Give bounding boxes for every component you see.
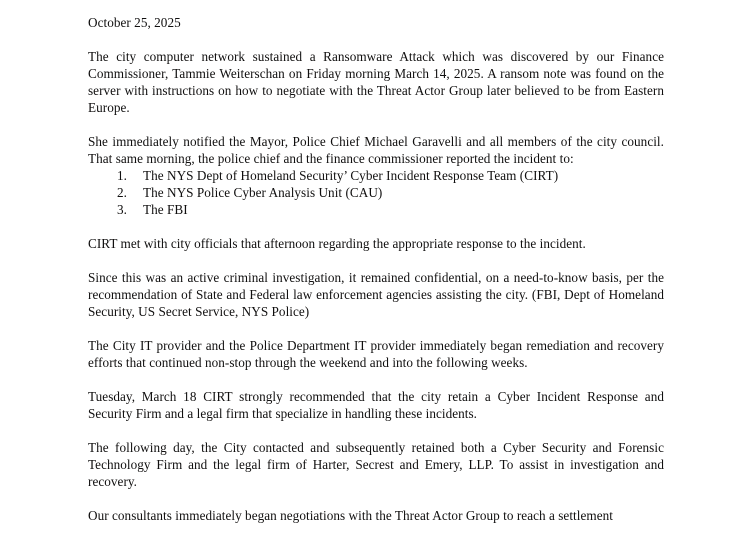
list-item: The NYS Police Cyber Analysis Unit (CAU) <box>143 185 383 200</box>
list-item: The FBI <box>143 202 188 217</box>
paragraph-incident-discovery: The city computer network sustained a Ransomware Attack which was discovered by our Finance Commissioner, Tammie Weiterschan on Friday morning March 14, 2025. A ransom note was found on the server with instructions on how to negotiate with the Threat Actor Group later believed to be from Eastern Europe. <box>88 49 664 115</box>
paragraph-remediation: The City IT provider and the Police Department IT provider immediately began remediation and recovery efforts that continued non-stop through the weekend and into the following weeks. <box>88 338 664 370</box>
paragraph-notification: She immediately notified the Mayor, Police Chief Michael Garavelli and all members of the city council. That same morning, the police chief and the finance commissioner reported the incident to: <box>88 134 664 166</box>
paragraph-retention: The following day, the City contacted and subsequently retained both a Cyber Security and Forensic Technology Firm and the legal firm of Harter, Secrest and Emery, LLP. To assist in investigation and recovery. <box>88 440 664 489</box>
agency-list <box>88 167 664 218</box>
document-body <box>88 14 664 524</box>
list-item: The NYS Dept of Homeland Security’ Cyber Incident Response Team (CIRT) <box>143 168 559 183</box>
paragraph-recommendation: Tuesday, March 18 CIRT strongly recommended that the city retain a Cyber Incident Response and Security Firm and a legal firm that specialize in handling these incidents. <box>88 389 664 421</box>
paragraph-negotiations-clipped: Our consultants immediately began negotiations with the Threat Actor Group to reach a settlement <box>88 508 613 523</box>
paragraph-cirt-meeting: CIRT met with city officials that afternoon regarding the appropriate response to the incident. <box>88 236 586 251</box>
paragraph-confidentiality: Since this was an active criminal investigation, it remained confidential, on a need-to-know basis, per the recommendation of State and Federal law enforcement agencies assisting the city. (FBI, Dept of Homeland Security, US Secret Service, NYS Police) <box>88 270 664 319</box>
document-date: October 25, 2025 <box>88 15 181 30</box>
